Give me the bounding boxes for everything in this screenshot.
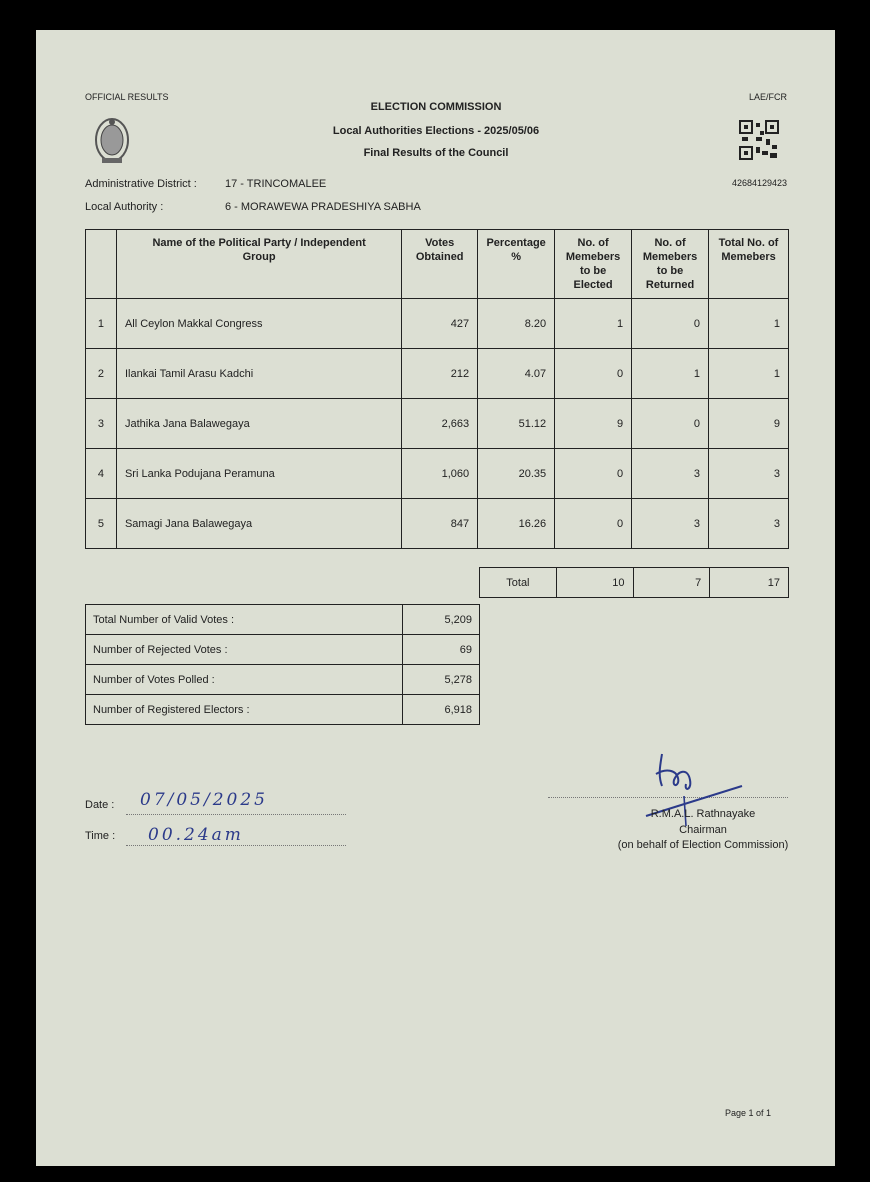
col-header-votes: Votes Obtained <box>402 230 478 299</box>
percentage-cell: 4.07 <box>478 349 555 399</box>
stat-label: Number of Registered Electors : <box>86 695 403 725</box>
row-number: 5 <box>86 499 117 549</box>
results-table <box>85 229 789 549</box>
col-header-elected: No. of Memebers to be Elected <box>555 230 632 299</box>
table-header-row <box>86 230 789 299</box>
handwritten-date: 07/05/2025 <box>140 790 268 810</box>
votes-cell: 1,060 <box>402 449 478 499</box>
total-cell: 3 <box>709 499 789 549</box>
elected-cell: 0 <box>555 449 632 499</box>
elected-cell: 1 <box>555 299 632 349</box>
stat-row <box>86 605 480 635</box>
votes-cell: 212 <box>402 349 478 399</box>
totals-row <box>480 568 789 598</box>
table-row <box>86 499 789 549</box>
col-header-percentage: Percentage % <box>478 230 555 299</box>
votes-cell: 847 <box>402 499 478 549</box>
returned-cell: 0 <box>632 399 709 449</box>
party-name: Ilankai Tamil Arasu Kadchi <box>116 349 401 399</box>
total-cell: 9 <box>709 399 789 449</box>
totals-label: Total <box>480 568 557 598</box>
signer-name: R.M.A.L. Rathnayake <box>650 808 756 820</box>
returned-cell: 3 <box>632 499 709 549</box>
sri-lanka-emblem-icon <box>92 114 132 166</box>
qr-code-icon <box>739 120 779 160</box>
row-number: 4 <box>86 449 117 499</box>
page-number: Page 1 of 1 <box>724 1108 771 1118</box>
results-subtitle: Final Results of the Council <box>363 147 509 159</box>
stat-label: Total Number of Valid Votes : <box>86 605 403 635</box>
form-code: LAE/FCR <box>748 92 787 102</box>
row-number: 3 <box>86 399 117 449</box>
totals-total: 17 <box>710 568 789 598</box>
totals-table <box>479 567 789 598</box>
votes-cell: 427 <box>402 299 478 349</box>
stat-value: 5,209 <box>403 605 480 635</box>
time-line <box>126 845 346 846</box>
authority-value: 6 - MORAWEWA PRADESHIYA SABHA <box>225 201 421 213</box>
table-row <box>86 449 789 499</box>
signer-note: (on behalf of Election Commission) <box>617 839 789 851</box>
time-label: Time : <box>85 830 116 842</box>
returned-cell: 3 <box>632 449 709 499</box>
returned-cell: 0 <box>632 299 709 349</box>
date-line <box>126 814 346 815</box>
col-header-returned: No. of Memebers to be Returned <box>632 230 709 299</box>
percentage-cell: 51.12 <box>478 399 555 449</box>
stat-row <box>86 635 480 665</box>
party-name: Sri Lanka Podujana Peramuna <box>116 449 401 499</box>
stat-row <box>86 665 480 695</box>
document-number: 42684129423 <box>731 178 787 188</box>
total-cell: 1 <box>709 349 789 399</box>
total-cell: 1 <box>709 299 789 349</box>
elected-cell: 0 <box>555 499 632 549</box>
stat-row <box>86 695 480 725</box>
vote-statistics-table <box>85 604 480 725</box>
stat-label: Number of Rejected Votes : <box>86 635 403 665</box>
percentage-cell: 16.26 <box>478 499 555 549</box>
election-title: Local Authorities Elections - 2025/05/06 <box>332 125 540 137</box>
col-header-party: Name of the Political Party / Independent Group <box>116 230 401 299</box>
votes-cell: 2,663 <box>402 399 478 449</box>
elected-cell: 9 <box>555 399 632 449</box>
party-name: Samagi Jana Balawegaya <box>116 499 401 549</box>
district-value: 17 - TRINCOMALEE <box>225 178 327 190</box>
date-label: Date : <box>85 799 115 811</box>
totals-returned: 7 <box>633 568 710 598</box>
party-name: Jathika Jana Balawegaya <box>116 399 401 449</box>
official-results-tag: OFFICIAL RESULTS <box>85 92 169 102</box>
col-header-total: Total No. of Memebers <box>709 230 789 299</box>
district-label: Administrative District : <box>85 178 197 190</box>
total-cell: 3 <box>709 449 789 499</box>
handwritten-time: 00.24am <box>148 825 244 845</box>
table-row <box>86 349 789 399</box>
stat-value: 6,918 <box>403 695 480 725</box>
stat-label: Number of Votes Polled : <box>86 665 403 695</box>
stat-value: 69 <box>403 635 480 665</box>
document-page <box>36 30 835 1166</box>
col-header-no <box>86 230 117 299</box>
elected-cell: 0 <box>555 349 632 399</box>
party-name: All Ceylon Makkal Congress <box>116 299 401 349</box>
table-row <box>86 399 789 449</box>
table-row <box>86 299 789 349</box>
returned-cell: 1 <box>632 349 709 399</box>
totals-elected: 10 <box>556 568 633 598</box>
percentage-cell: 20.35 <box>478 449 555 499</box>
percentage-cell: 8.20 <box>478 299 555 349</box>
stat-value: 5,278 <box>403 665 480 695</box>
row-number: 1 <box>86 299 117 349</box>
signer-title: Chairman <box>679 824 727 836</box>
authority-label: Local Authority : <box>85 201 164 213</box>
row-number: 2 <box>86 349 117 399</box>
org-title: ELECTION COMMISSION <box>370 101 502 113</box>
